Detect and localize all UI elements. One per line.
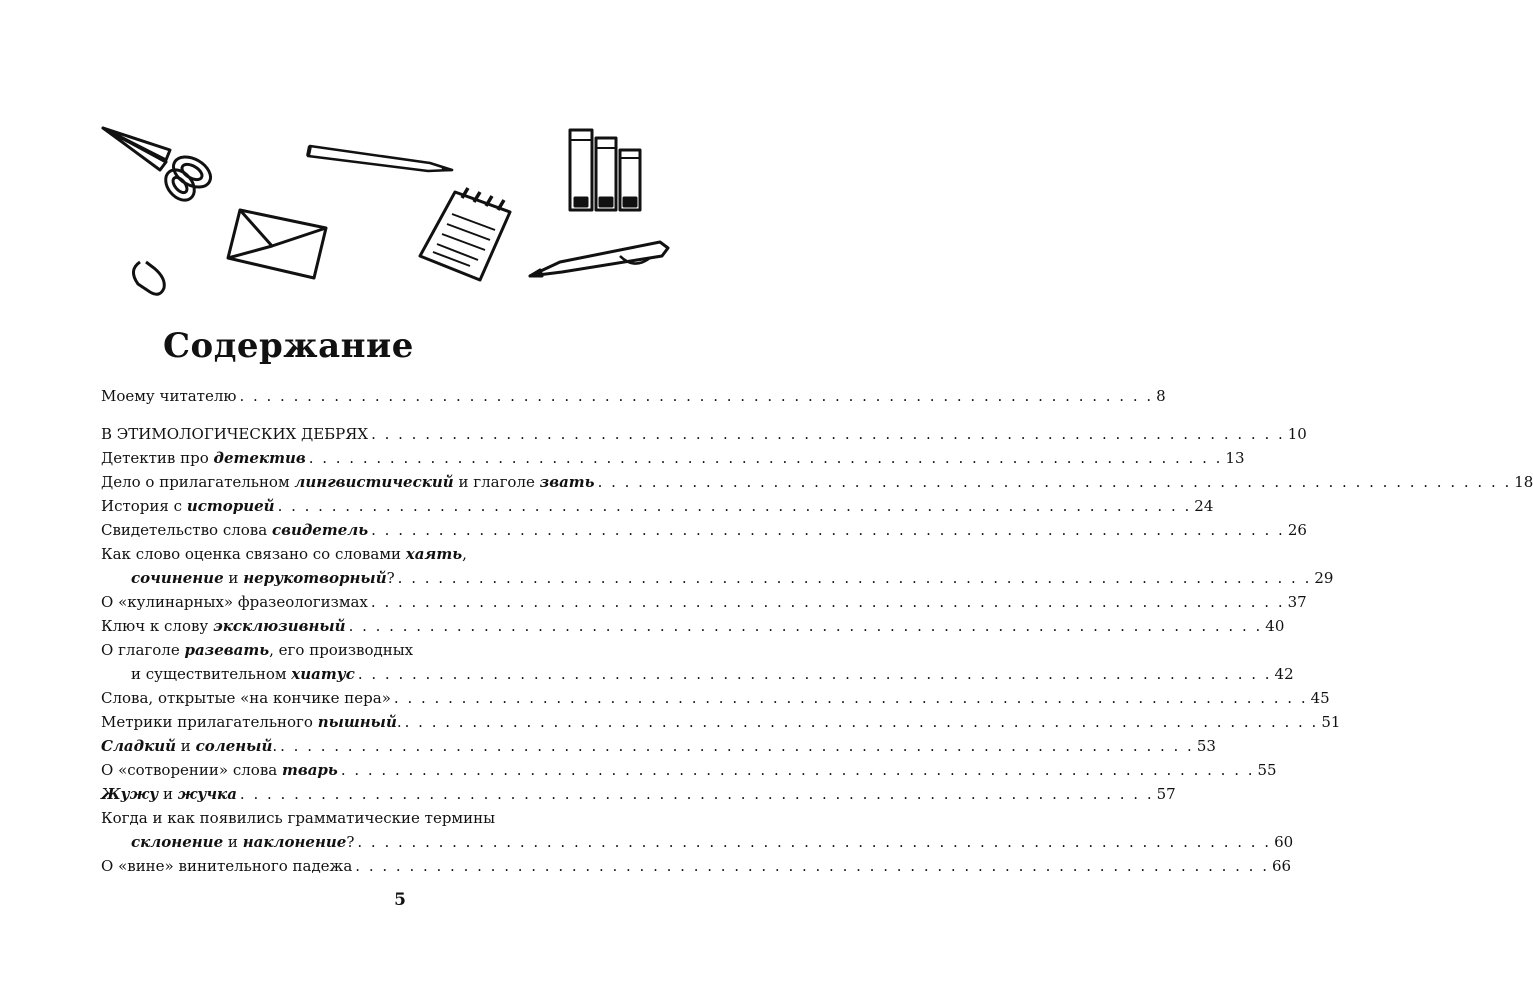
toc-entry-title: В ЭТИМОЛОГИЧЕСКИХ ДЕБРЯХ [101,425,369,443]
scissors-icon [103,128,216,206]
toc-page-number: 40 [1265,617,1285,635]
stationery-drawing [0,0,800,320]
toc-section-heading[interactable]: В ЭТИМОЛОГИЧЕСКИХ ДЕБРЯХ . . . . . . . . . . . . . . . . . . . . . . . . . . . . . . . . . . . . . . . . . . . . . . . . . . . . . . . . . . . . . . . . . . . . 10 [101,422,671,446]
toc-entry-title: Сладкий и соленый. [101,737,278,755]
toc-page-number: 53 [1196,737,1216,755]
toc-page-number: 29 [1314,569,1334,587]
toc-entry-title: Жужу и жучка [101,785,237,803]
toc-entry-title: О «вине» винительного падежа [101,857,353,875]
toc-entry[interactable]: Сладкий и соленый. . . . . . . . . . . . . . . . . . . . . . . . . . . . . . . . . . . . . . . . . . . . . . . . . . . . . . . . . . . . . . . . . . . . . 53 [101,734,671,758]
toc-entry-title: Как слово оценка связано со словами хаять, [101,545,467,563]
toc-page-number: 37 [1287,593,1307,611]
toc-page-number: 51 [1321,713,1341,731]
toc-entry[interactable]: О «кулинарных» фразеологизмах . . . . . . . . . . . . . . . . . . . . . . . . . . . . . . . . . . . . . . . . . . . . . . . . . . . . . . . . . . . . . . . . . . . . 37 [101,590,671,614]
toc-page-number: 18 [1514,473,1533,491]
toc-entry-title-cont: и существительном хиатус [131,665,355,683]
envelope-icon [228,210,326,278]
paper-clip-icon [133,262,164,294]
toc-entry[interactable]: Метрики прилагательного пышный. . . . . . . . . . . . . . . . . . . . . . . . . . . . . . . . . . . . . . . . . . . . . . . . . . . . . . . . . . . . . . . . . . . . . 51 [101,710,671,734]
toc-entry[interactable]: Жужу и жучка . . . . . . . . . . . . . . . . . . . . . . . . . . . . . . . . . . . . . . . . . . . . . . . . . . . . . . . . . . . . . . . . . . . . 57 [101,782,671,806]
toc-entry-title: Ключ к слову эксклюзивный [101,617,346,635]
toc-entry[interactable]: История с историей . . . . . . . . . . . . . . . . . . . . . . . . . . . . . . . . . . . . . . . . . . . . . . . . . . . . . . . . . . . . . . . . . . . . 24 [101,494,671,518]
pen-icon [530,242,668,276]
toc-entry[interactable]: О «вине» винительного падежа . . . . . . . . . . . . . . . . . . . . . . . . . . . . . . . . . . . . . . . . . . . . . . . . . . . . . . . . . . . . . . . . . . . . 66 [101,854,671,878]
toc-page-number: 45 [1310,689,1330,707]
toc-entry[interactable]: Дело о прилагательном лингвистический и глаголе звать . . . . . . . . . . . . . . . . . . . . . . . . . . . . . . . . . . . . . . . . . . . . . . . . . . . . . . . . . . . . . . . . . . . . 18 [101,470,671,494]
page-number: 5 [394,890,406,910]
toc-entry[interactable]: Детектив про детектив . . . . . . . . . . . . . . . . . . . . . . . . . . . . . . . . . . . . . . . . . . . . . . . . . . . . . . . . . . . . . . . . . . . . 13 [101,446,671,470]
toc-page-number: 10 [1287,425,1307,443]
toc-page-number: 26 [1287,521,1307,539]
toc-entry[interactable]: Когда и как появились грамматические термины склонение и наклонение? . . . . . . . . . . . . . . . . . . . . . . . . . . . . . . . . . . . . . . . . . . . . . . . . . . . . . . . . . . . . . . . . . . . . 60 [101,806,671,854]
toc-entry[interactable]: Моему читателю . . . . . . . . . . . . . . . . . . . . . . . . . . . . . . . . . . . . . . . . . . . . . . . . . . . . . . . . . . . . . . . . . . . . 8 [101,384,671,408]
toc-entry[interactable]: Как слово оценка связано со словами хаять, сочинение и нерукотворный? . . . . . . . . . . . . . . . . . . . . . . . . . . . . . . . . . . . . . . . . . . . . . . . . . . . . . . . . . . . . . . . . . . . . 29 [101,542,671,590]
toc-entry[interactable]: О «сотворении» слова тварь . . . . . . . . . . . . . . . . . . . . . . . . . . . . . . . . . . . . . . . . . . . . . . . . . . . . . . . . . . . . . . . . . . . . 55 [101,758,671,782]
toc-entry-title: Свидетельство слова свидетель [101,521,369,539]
binders-icon [570,130,640,210]
notepad-icon [420,188,510,280]
toc-page-number: 66 [1272,857,1292,875]
toc-page-number: 57 [1156,785,1176,803]
toc-page-number: 42 [1274,665,1294,683]
toc-entry[interactable]: О глаголе разевать, его производных и существительном хиатус . . . . . . . . . . . . . . . . . . . . . . . . . . . . . . . . . . . . . . . . . . . . . . . . . . . . . . . . . . . . . . . . . . . . 42 [101,638,671,686]
toc-page-number: 55 [1257,761,1277,779]
toc-entry-title: О глаголе разевать, его производных [101,641,414,659]
toc-entry-title: О «кулинарных» фразеологизмах [101,593,368,611]
toc-entry-title-cont: сочинение и нерукотворный? [131,569,395,587]
toc-entry-title: Слова, открытые «на кончике пера» [101,689,391,707]
toc-entry[interactable]: Свидетельство слова свидетель . . . . . . . . . . . . . . . . . . . . . . . . . . . . . . . . . . . . . . . . . . . . . . . . . . . . . . . . . . . . . . . . . . . . 26 [101,518,671,542]
toc-entry-title-cont: склонение и наклонение? [131,833,355,851]
toc-entry[interactable]: Ключ к слову эксклюзивный . . . . . . . . . . . . . . . . . . . . . . . . . . . . . . . . . . . . . . . . . . . . . . . . . . . . . . . . . . . . . . . . . . . . 40 [101,614,671,638]
page-title: Содержание [163,326,414,366]
toc-entry-title: История с историей [101,497,275,515]
toc-page-number: 24 [1194,497,1214,515]
toc-entry-title: Детектив про детектив [101,449,306,467]
toc-page-number: 13 [1225,449,1245,467]
toc-page-number: 8 [1156,387,1166,405]
toc-entry-title: Когда и как появились грамматические термины [101,809,496,827]
toc-entry-title: Моему читателю [101,387,237,405]
toc-entry-title: Дело о прилагательном лингвистический и глаголе звать [101,473,595,491]
toc-entry[interactable]: Слова, открытые «на кончике пера» . . . . . . . . . . . . . . . . . . . . . . . . . . . . . . . . . . . . . . . . . . . . . . . . . . . . . . . . . . . . . . . . . . . . 45 [101,686,671,710]
pencil-icon [308,146,452,171]
table-of-contents [101,384,1533,878]
stationery-illustration [0,0,800,320]
toc-entry-title: О «сотворении» слова тварь [101,761,338,779]
toc-entry-title: Метрики прилагательного пышный. [101,713,402,731]
toc-page-number: 60 [1274,833,1294,851]
